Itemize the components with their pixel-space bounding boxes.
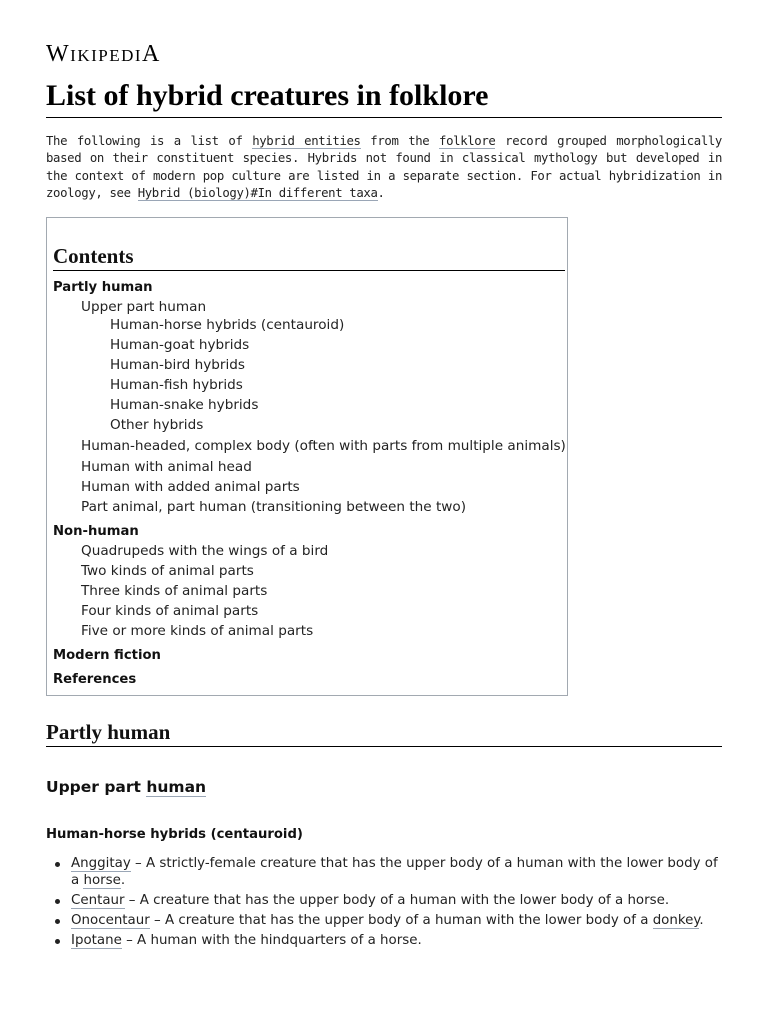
toc-item[interactable]: Human-snake hybrids bbox=[110, 397, 259, 413]
creature-link[interactable]: Anggitay bbox=[71, 856, 131, 871]
toc-item[interactable]: Non-human bbox=[53, 524, 139, 539]
creature-link[interactable]: Onocentaur bbox=[71, 913, 150, 928]
list-item bbox=[46, 932, 722, 949]
toc-item[interactable]: Partly human bbox=[53, 280, 153, 295]
table-of-contents bbox=[46, 217, 568, 696]
toc-item[interactable]: Human with animal head bbox=[81, 459, 252, 475]
sentence-end: . bbox=[120, 873, 126, 888]
link-human[interactable]: human bbox=[146, 778, 207, 796]
toc-title: Contents bbox=[53, 242, 565, 271]
toc-item[interactable]: Human-horse hybrids (centauroid) bbox=[110, 317, 345, 333]
toc-item[interactable]: Upper part human bbox=[81, 299, 207, 315]
sentence-end: . bbox=[699, 913, 704, 928]
list-item bbox=[46, 855, 722, 889]
toc-list bbox=[47, 218, 567, 695]
toc-item[interactable]: References bbox=[53, 672, 137, 687]
section-heading-partly-human: Partly human bbox=[46, 718, 722, 747]
intro-paragraph: The following is a list of hybrid entities from the folklore record grouped morphologically based on their constituent species. Hybrids not found in classical mythology but developed in the context of modern pop culture are listed in a separate section. For actual hybridization in zoology, see Hybrid (biology)#In different taxa. bbox=[46, 134, 722, 200]
toc-item[interactable]: Part animal, part human (transitioning between the two) bbox=[81, 499, 467, 515]
toc-item[interactable]: Human-bird hybrids bbox=[110, 357, 246, 373]
toc-item[interactable]: Other hybrids bbox=[110, 417, 204, 433]
wikipedia-wordmark[interactable]: WIKIPEDIA bbox=[46, 41, 161, 67]
list-item bbox=[46, 912, 722, 929]
toc-item[interactable]: Modern fiction bbox=[53, 648, 161, 663]
creature-description: – A human with the hindquarters of a horse. bbox=[121, 933, 422, 948]
link-hybrid-biology[interactable]: Hybrid (biology)#In different taxa bbox=[137, 185, 378, 200]
creature-description: – A creature that has the upper body of a human with the lower body of a horse. bbox=[124, 893, 670, 908]
subsubsection-heading-centauroid: Human-horse hybrids (centauroid) bbox=[46, 827, 303, 842]
subsection-heading-upper-part-human: Upper part human bbox=[46, 778, 207, 796]
page-title: List of hybrid creatures in folklore bbox=[46, 77, 722, 118]
creature-link[interactable]: Centaur bbox=[71, 893, 125, 908]
link-hybrid-entities[interactable]: hybrid entities bbox=[252, 134, 361, 148]
toc-item[interactable]: Human-goat hybrids bbox=[110, 337, 250, 353]
bullet-icon bbox=[55, 862, 60, 867]
bullet-icon bbox=[55, 939, 60, 944]
toc-item[interactable]: Human-headed, complex body (often with parts from multiple animals) bbox=[81, 438, 566, 454]
list-item bbox=[46, 892, 722, 909]
toc-item[interactable]: Three kinds of animal parts bbox=[81, 583, 268, 599]
bullet-icon bbox=[55, 919, 60, 924]
creature-description: – A strictly-female creature that has the upper body of a human with the lower body of a bbox=[71, 856, 718, 888]
link-folklore[interactable]: folklore bbox=[439, 134, 496, 148]
toc-item[interactable]: Human with added animal parts bbox=[81, 479, 300, 495]
inline-link[interactable]: donkey bbox=[652, 913, 700, 928]
bullet-icon bbox=[55, 899, 60, 904]
toc-item[interactable]: Quadrupeds with the wings of a bird bbox=[81, 543, 329, 559]
toc-item[interactable]: Five or more kinds of animal parts bbox=[81, 623, 314, 639]
creature-description: – A creature that has the upper body of a human with the lower body of a bbox=[149, 913, 653, 928]
toc-item[interactable]: Two kinds of animal parts bbox=[81, 563, 254, 579]
creature-link[interactable]: Ipotane bbox=[71, 933, 122, 948]
creature-list bbox=[46, 855, 722, 952]
inline-link[interactable]: horse bbox=[83, 873, 121, 888]
toc-item[interactable]: Four kinds of animal parts bbox=[81, 603, 259, 619]
toc-item[interactable]: Human-fish hybrids bbox=[110, 377, 243, 393]
